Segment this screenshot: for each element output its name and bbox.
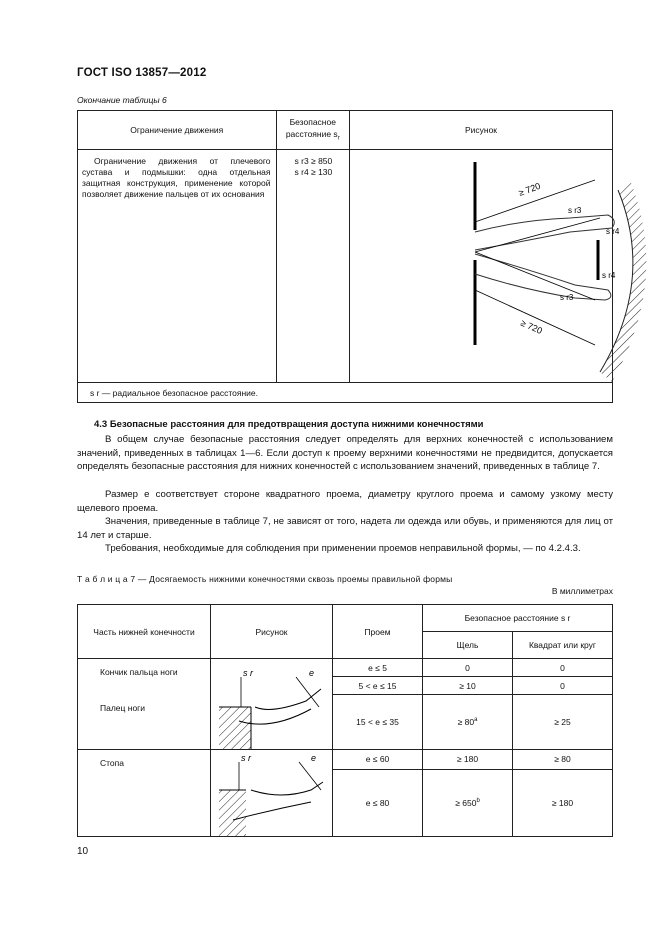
label-sr-foot: s r [241,753,251,763]
opening-r4: e ≤ 80 [333,769,423,836]
label-sr-toe: s r [243,668,253,678]
section-title: 4.3 Безопасные расстояния для предотвращения доступа нижними конечностями [94,419,484,430]
table-7 [77,604,613,837]
part-toe: Палец ноги [78,695,211,750]
label-sr3-bottom: s r3 [560,293,574,302]
foot-diagram [211,750,331,836]
wall-hatch [600,180,646,382]
square-r0: 0 [513,659,613,677]
foot-wall [219,790,246,836]
figure-foot [211,750,333,837]
col-safe: Безопасное расстояние s r [423,605,613,632]
opening-r2: 15 < e ≤ 35 [333,695,423,750]
page-number: 10 [77,846,89,857]
slot-r1: ≥ 10 [423,677,513,695]
radius-lower [475,252,595,300]
col-distance-sub: r [337,135,340,142]
paragraph-1: В общем случае безопасные расстояния следует определять для верхних конечностей с использованием значений, приведенных в таблицах 1—6. Если доступ к проему верхними конечностями не предвидится, допускается определять безопасные расстояния для нижних конечностей с использованием значений, приведенных в таблице 7. [77,434,613,473]
slot-r2-value: ≥ 80 [457,717,475,727]
dist-sr3: s r3 ≥ 850 [294,156,333,166]
arm-reach-diagram [350,150,620,382]
col-figure7: Рисунок [211,605,333,659]
dim-bottom-label: ≥ 720 [519,317,544,336]
dist-sr4: s r4 ≥ 130 [294,167,333,177]
opening-r0: e ≤ 5 [333,659,423,677]
slot-r3: ≥ 180 [423,750,513,770]
slot-r4 [423,769,513,836]
label-e-foot: e [311,753,317,763]
paragraph-4: Требования, необходимые для соблюдения при применении проемов неправильной формы, — по 4.2.4.3. [105,543,581,554]
paragraph-3: Значения, приведенные в таблице 7, не зависят от того, надета ли одежда или обувь, и применяются для лиц от 14 лет и старше. [77,516,613,541]
part-toe-tip: Кончик пальца ноги [78,659,211,695]
dim-top-label: ≥ 720 [517,180,542,198]
radius-upper [475,218,600,252]
slot-r0: 0 [423,659,513,677]
col-restriction: Ограничение движения [78,111,277,150]
col-distance-l2: расстояние s [285,128,338,139]
label-e-toe: e [309,668,315,678]
table7-caption: Т а б л и ц а 7 — Досягаемость нижними конечностями сквозь проемы правильной формы [77,574,453,584]
document-header: ГОСТ ISO 13857—2012 [77,67,207,79]
restriction-text: Ограничение движения от плечевого сустава и подмышки: одна отдельная защитная конструкция, применение которой позволяет движение пальцев от их основания [78,150,277,383]
square-r3: ≥ 80 [513,750,613,770]
opening-r1: 5 < e ≤ 15 [333,677,423,695]
foot-shape [251,782,323,795]
square-r2: ≥ 25 [513,695,613,750]
toe-shape [255,689,321,709]
table6-footnote: s r — радиальное безопасное расстояние. [78,383,613,403]
upper-arm [475,215,614,250]
table6-caption: Окончание таблицы 6 [77,95,167,105]
figure-toe [211,659,333,750]
col-distance-l1: Безопасное [289,116,336,127]
col-figure: Рисунок [350,111,613,150]
col-slot: Щель [423,632,513,659]
square-r1: 0 [513,677,613,695]
square-r4: ≥ 180 [513,769,613,836]
label-sr4-top: s r4 [606,227,620,236]
slot-r2 [423,695,513,750]
slot-r4-value: ≥ 650 [455,797,477,808]
distance-values [276,150,349,383]
label-sr3-top: s r3 [568,206,582,215]
label-sr4-mid: s r4 [602,271,616,280]
paragraph-2: Размер e соответствует стороне квадратного проема, диаметру круглого проема и самому узкому месту щелевого проема. [77,489,613,514]
toe-wall [219,707,251,749]
table7-units: В миллиметрах [551,586,613,596]
col-opening: Проем [333,605,423,659]
col-square: Квадрат или круг [513,632,613,659]
slot-r2-note: a [474,717,478,724]
toe-diagram [211,659,331,749]
figure-cell [350,150,620,383]
opening-r3: e ≤ 60 [333,750,423,770]
col-part: Часть нижней конечности [78,605,211,659]
table-6 [77,110,620,403]
slot-r4-note: b [476,797,480,804]
part-foot: Стопа [78,750,211,837]
lower-arm [475,254,611,300]
col-distance [276,111,349,150]
